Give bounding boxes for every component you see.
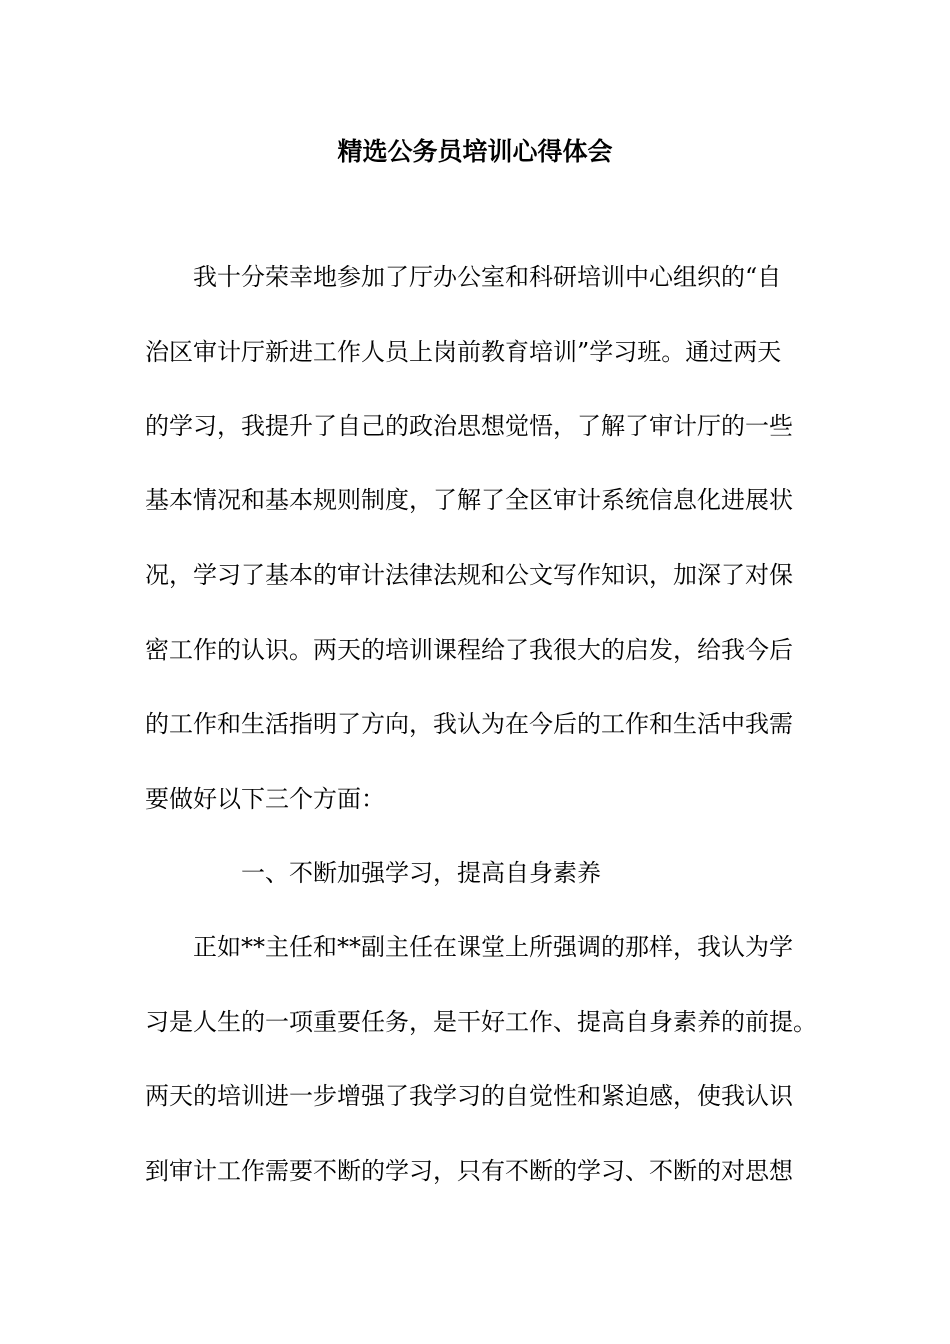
paragraph-line: 的工作和生活指明了方向，我认为在今后的工作和生活中我需 [145, 710, 793, 738]
section-heading: 一、不断加强学习，提高自身素养 [241, 859, 601, 887]
paragraph-line: 我十分荣幸地参加了厅办公室和科研培训中心组织的“自 [193, 263, 782, 291]
document-title: 精选公务员培训心得体会 [337, 137, 613, 166]
paragraph-line: 的学习，我提升了自己的政治思想觉悟，了解了审计厅的一些 [145, 412, 793, 440]
paragraph-line: 两天的培训进一步增强了我学习的自觉性和紧迫感，使我认识 [145, 1082, 793, 1110]
paragraph-line: 治区审计厅新进工作人员上岗前教育培训”学习班。通过两天 [145, 338, 782, 366]
paragraph-line: 要做好以下三个方面： [145, 785, 385, 813]
paragraph-line: 密工作的认识。两天的培训课程给了我很大的启发，给我今后 [145, 636, 793, 664]
paragraph-line: 到审计工作需要不断的学习，只有不断的学习、不断的对思想 [145, 1157, 793, 1185]
paragraph-line: 基本情况和基本规则制度，了解了全区审计系统信息化进展状 [145, 486, 793, 514]
paragraph-line: 正如**主任和**副主任在课堂上所强调的那样，我认为学 [193, 933, 793, 961]
paragraph-line: 习是人生的一项重要任务，是干好工作、提高自身素养的前提。 [145, 1008, 817, 1036]
paragraph-line: 况，学习了基本的审计法律法规和公文写作知识，加深了对保 [145, 561, 793, 589]
